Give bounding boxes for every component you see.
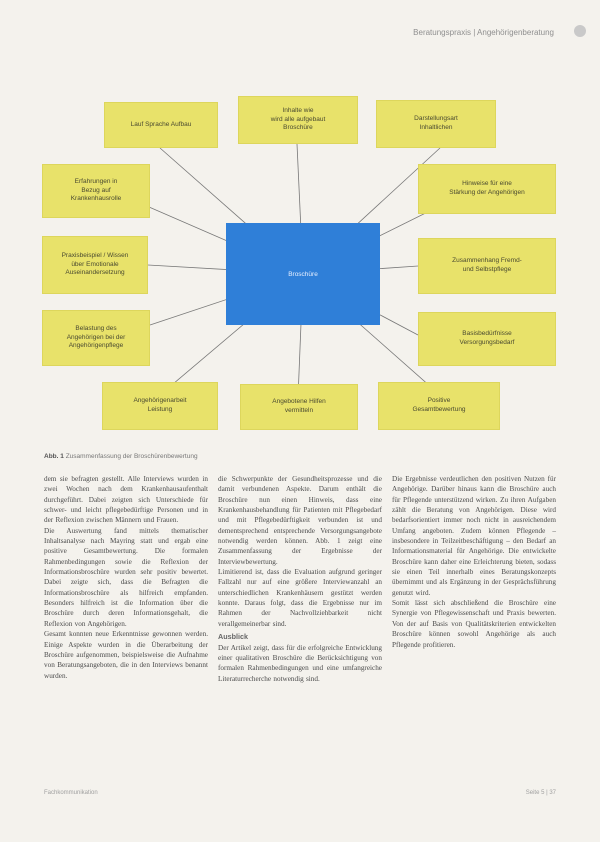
diagram-box: Positive Gesamtbewertung xyxy=(378,382,500,430)
diagram-center-box: Broschüre xyxy=(226,223,380,325)
paragraph: Gesamt konnten neue Erkenntnisse gewonnen werden. Einige Aspekte wurden in die Überarbeitung der Broschüre aufgenommen, beispielsweise die Aufnahme von Beratungsangeboten, die in den Interviews benannt wurden. xyxy=(44,630,208,680)
figure-caption xyxy=(44,453,198,460)
paragraph: Der Artikel zeigt, dass für die erfolgreiche Entwicklung einer qualitativen Broschüre die Berücksichtigung von formalen Rahmenbedingungen und eine umfangreiche Literaturrecherche notwendig sind. xyxy=(218,643,382,683)
diagram-box: Darstellungsart Inhaltlichen xyxy=(376,100,496,148)
caption-label: Abb. 1 xyxy=(44,453,64,460)
diagram-box: Zusammenhang Fremd- und Selbstpflege xyxy=(418,238,556,294)
diagram-box: Inhalte wie wird alle aufgebaut Broschüre xyxy=(238,96,358,144)
text-column-3 xyxy=(392,474,556,650)
diagram-box: Praxisbeispiel / Wissen über Emotionale Auseinandersetzung xyxy=(42,236,148,294)
footer-left: Fachkommunikation xyxy=(44,790,98,796)
caption-text: Zusammenfassung der Broschürenbewertung xyxy=(65,453,198,460)
paragraph: Die Ergebnisse verdeutlichen den positiven Nutzen für Angehörige. Darüber hinaus kann die Broschüre auch für Pflegende unterstützend wirken. Zu ihren Aufgaben zählt die Beratung von Angehörigen. Diese wird bedarfsorientiert immer noch nicht in ausreichendem Umfang angeboten. Zudem können Pflegende – insbesondere in Teilzeitbeschäftigung – den Bedarf an Informationsmaterial für Angehörige. Die entwickelte Broschüre kann daher eine Erleichterung bieten, sodass sie einen Teil innerhalb eines Beratungskonzepts übernimmt und als Ergänzung in der Gesprächsführung genutzt wird. xyxy=(392,475,556,597)
paragraph: die Schwerpunkte der Gesundheitsprozesse und die damit verbundenen Aspekte. Darum enthält die Broschüre nun einen Hinweis, dass eine Krankenhausbehandlung für Patienten mit Pflegebedarf und mit Pflegebedürftigkeit verbunden ist und dementsprechend entsprechende Versorgungsangebote notwendig werden können. Abb. 1 zeigt eine Zusammenfassung der Ergebnisse der Interviewbewertung. xyxy=(218,475,382,566)
diagram-box: Basisbedürfnisse Versorgungsbedarf xyxy=(418,312,556,366)
running-header: Beratungspraxis | Angehörigenberatung xyxy=(413,28,554,37)
diagram-box: Belastung des Angehörigen bei der Angehörigenpflege xyxy=(42,310,150,366)
diagram-box: Angehörigenarbeit Leistung xyxy=(102,382,218,430)
footer-page-number: Seite 5 | 37 xyxy=(525,790,556,796)
paragraph: Die Auswertung fand mittels thematischer Inhaltsanalyse nach Mayring statt und ergab eine positive Gesamtbewertung. Die formalen Rahmenbedingungen sowie die Reflexion der Informationsbroschüre wurden sehr positiv bewertet. Dabei zeigte sich, dass die Befragten die Informationsbroschüre als hilfreich empfanden. Besonders hilfreich ist die Information über die Broschüre durch deren Informationsgehalt, die Reflexion von Angehörigen. xyxy=(44,526,208,628)
diagram-box: Erfahrungen in Bezug auf Krankenhausrolle xyxy=(42,164,150,218)
diagram-box: Angebotene Hilfen vermitteln xyxy=(240,384,358,430)
section-heading: Ausblick xyxy=(218,632,248,642)
text-column-2 xyxy=(218,474,382,684)
diagram-box: Hinweise für eine Stärkung der Angehörigen xyxy=(418,164,556,214)
paragraph: Limitierend ist, dass die Evaluation aufgrund geringer Fallzahl nur auf eine größere Interviewanzahl an unterschiedlichen Krankenhäusern gestützt werden konnte. Daraus folgt, dass die Ergebnisse nur im Rahmen der Nachvollziehbarkeit nicht verallgemeinerbar sind. xyxy=(218,568,382,628)
paragraph: Somit lässt sich abschließend die Broschüre eine Synergie von Pflegewissenschaft und Praxis bewerten. Von der auf Basis von Qualitätskriterien entwickelten Broschüre können sowohl Angehörige als auch Pflegende profitieren. xyxy=(392,599,556,649)
paragraph: dem sie befragten gestellt. Alle Interviews wurden in zwei Wochen nach dem Krankenhausaufenthalt durchgeführt. Dabei zeigten sich Unterschiede für schwer- und leicht pflegebedürftige Personen und in der Reflexion zwischen Männern und Frauen. xyxy=(44,475,208,525)
diagram-box: Lauf Sprache Aufbau xyxy=(104,102,218,148)
text-column-1 xyxy=(44,474,208,681)
